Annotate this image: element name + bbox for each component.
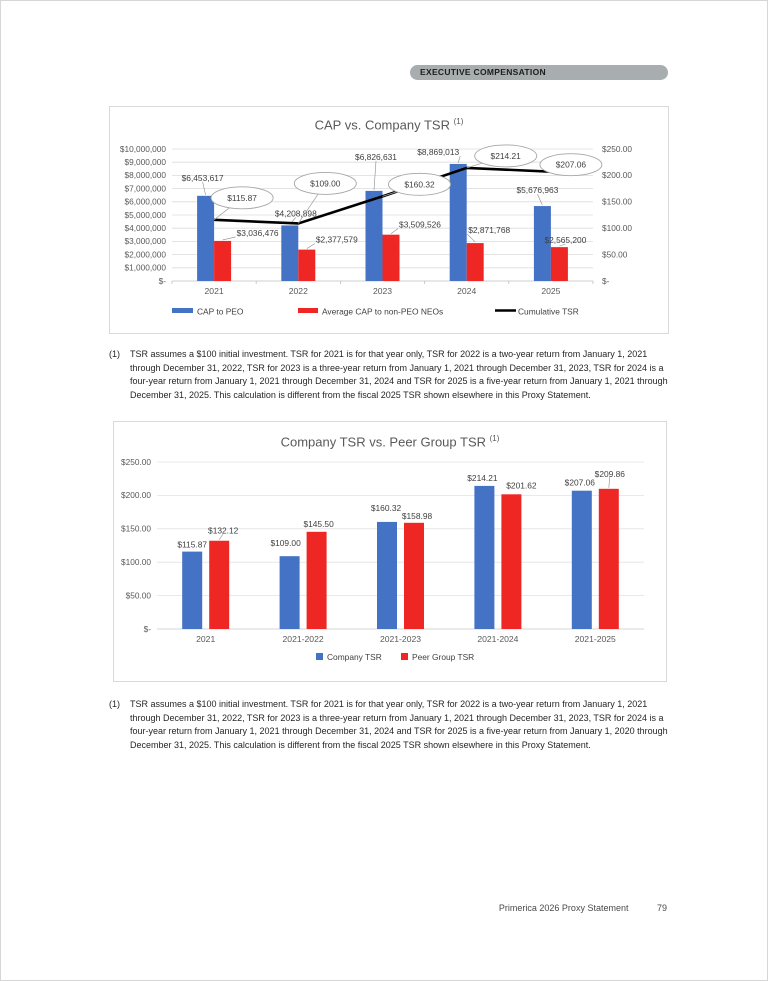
chart2-title-footnote-ref: (1) [489,434,500,443]
chart2-title [114,422,666,457]
left-axis-tick-label: $9,000,000 [124,157,166,167]
avg-cap-neo-bar [214,241,231,281]
right-axis-tick-label: $50.00 [602,249,628,260]
left-axis-tick-label: $50.00 [125,590,151,601]
footer-document-title: Primerica 2026 Proxy Statement [498,903,629,913]
category-label: 2021-2025 [574,634,616,644]
legend-label: Peer Group TSR [412,652,475,662]
tsr-callout-label: $109.00 [310,178,341,189]
bar-data-label: $158.98 [401,510,433,521]
legend-swatch-peer-group-tsr [401,653,408,660]
company-tsr-bar [377,522,397,629]
bar-data-label: $5,676,963 [516,185,559,196]
right-axis-tick-label: $- [602,275,610,286]
bar-data-label: $2,871,768 [468,225,511,236]
category-label: 2024 [457,286,477,296]
left-axis-tick-label: $200.00 [121,490,151,501]
bar-data-label: $115.87 [177,539,208,550]
bar-data-label: $214.21 [467,472,498,483]
tsr-callout-label: $115.87 [227,192,257,203]
category-label: 2021 [204,286,224,296]
page-footer [499,903,667,913]
company-tsr-bar [474,486,494,629]
bar-data-label: $132.12 [208,525,239,536]
tsr-callout-label: $214.21 [490,150,521,161]
legend-label: Cumulative TSR [518,306,579,317]
left-axis-tick-label: $2,000,000 [124,249,166,260]
bar-data-label: $109.00 [270,538,301,549]
right-axis-tick-label: $250.00 [602,143,632,154]
cap-to-peo-bar [281,225,298,281]
chart1-title [110,107,668,137]
peer-group-tsr-bar [404,523,424,629]
left-axis-tick-label: $- [158,275,166,286]
category-label: 2021 [196,634,216,644]
left-axis-tick-label: $- [143,623,151,634]
section-badge-label: EXECUTIVE COMPENSATION [420,67,546,77]
left-axis-tick-label: $100.00 [121,557,151,567]
left-axis-tick-label: $10,000,000 [119,143,166,154]
bar-data-label: $4,208,898 [274,208,317,219]
bar-data-label: $2,377,579 [315,234,358,245]
cap-to-peo-bar [197,196,214,281]
peer-group-tsr-bar [209,541,229,629]
chart2-plot [121,457,644,644]
bar-data-label: $3,036,476 [236,227,279,238]
bar-data-label: $145.50 [303,518,334,529]
chart1-title-text: CAP vs. Company TSR [314,117,450,133]
footnote-2 [109,698,669,752]
footnote-2-marker: (1) [109,699,120,709]
cap-to-peo-bar [450,164,467,281]
category-label: 2021-2024 [477,634,519,644]
right-axis-tick-label: $100.00 [602,223,632,233]
bar-data-label: $209.86 [594,468,625,479]
left-axis-tick-label: $3,000,000 [124,236,166,247]
legend-swatch-cap-to-peo [172,308,193,313]
chart2-legend [316,652,474,662]
cap-vs-company-tsr-chart [109,106,669,334]
bar-data-label: $160.32 [370,502,402,513]
section-badge [410,65,668,80]
label-leader-line [307,244,315,249]
avg-cap-neo-bar [551,247,568,281]
category-label: 2025 [541,286,561,296]
legend-swatch-avg-cap-neo [298,308,318,313]
chart1-plot [120,144,633,296]
legend-label: Average CAP to non-PEO NEOs [322,306,444,317]
chart1-title-footnote-ref: (1) [453,117,464,126]
chart2-canvas [114,457,666,683]
company-tsr-bar [280,556,300,629]
category-label: 2023 [372,286,393,296]
footnote-2-text: TSR assumes a $100 initial investment. TSR for 2021 is for that year only, TSR for 2022 is a two-year return from January 1, 2021 through December 31, 2022, TSR for 2023 is a three-year return from January 1, 2021 through December 31, 2023, TSR for 2024 is a four-year return from January 1, 2021 through December 31, 2024 and TSR for 2025 is a five-year return from January 1, 2020 through December 31, 2025. This calculation is different from the fiscal 2025 TSR shown elsewhere in this Proxy Statement. [130,699,668,750]
chart1-legend [172,307,579,317]
label-leader-line [391,229,398,234]
footnote-1 [109,348,669,402]
left-axis-tick-label: $5,000,000 [124,209,166,220]
bar-data-label: $3,509,526 [399,219,441,230]
bar-data-label: $201.62 [506,480,537,491]
footer-page-number: 79 [656,903,667,913]
label-leader-line [467,234,475,242]
left-axis-tick-label: $7,000,000 [124,183,166,194]
peer-group-tsr-bar [599,489,619,629]
category-label: 2021-2023 [379,634,422,644]
legend-label: Company TSR [327,652,382,662]
peer-group-tsr-bar [501,494,521,629]
footnote-1-text: TSR assumes a $100 initial investment. TSR for 2021 is for that year only, TSR for 2022 is a two-year return from January 1, 2021 through December 31, 2022, TSR for 2023 is a three-year return from January 1, 2021 through December 31, 2023, TSR for 2024 is a four-year return from January 1, 2021 through December 31, 2024 and TSR for 2025 is a five-year return from January 1, 2021 through December 31, 2025. This calculation is different from the fiscal 2025 TSR shown elsewhere in this Proxy Statement. [130,349,668,400]
right-axis-tick-label: $200.00 [602,170,632,181]
category-label: 2021-2022 [282,634,324,644]
legend-label: CAP to PEO [197,306,244,317]
bar-data-label: $6,826,631 [355,151,397,162]
avg-cap-neo-bar [467,243,484,281]
category-label: 2022 [288,286,308,296]
left-axis-tick-label: $4,000,000 [124,223,166,233]
company-vs-peer-tsr-chart [113,421,667,682]
bar-data-label: $207.06 [564,477,595,488]
bar-data-label: $2,565,200 [544,235,587,246]
tsr-callout-label: $207.06 [555,159,587,170]
footnote-1-marker: (1) [109,349,120,359]
company-tsr-bar [182,552,202,629]
chart1-canvas [110,137,668,333]
bar-data-label: $6,453,617 [181,172,224,183]
avg-cap-neo-bar [383,235,400,281]
left-axis-tick-label: $1,000,000 [124,262,166,273]
label-leader-line [537,194,542,205]
avg-cap-neo-bar [298,250,315,281]
cap-to-peo-bar [366,191,383,281]
label-leader-line [223,237,236,240]
legend-swatch-company-tsr [316,653,323,660]
bar-data-label: $8,869,013 [417,146,460,157]
left-axis-tick-label: $6,000,000 [124,196,166,207]
chart2-title-text: Company TSR vs. Peer Group TSR [280,434,487,450]
left-axis-tick-label: $150.00 [121,523,151,534]
tsr-callout-label: $160.32 [404,179,435,190]
peer-group-tsr-bar [307,532,327,629]
company-tsr-bar [572,491,592,629]
left-axis-tick-label: $250.00 [121,457,151,467]
right-axis-tick-label: $150.00 [602,196,632,207]
left-axis-tick-label: $8,000,000 [124,170,166,181]
